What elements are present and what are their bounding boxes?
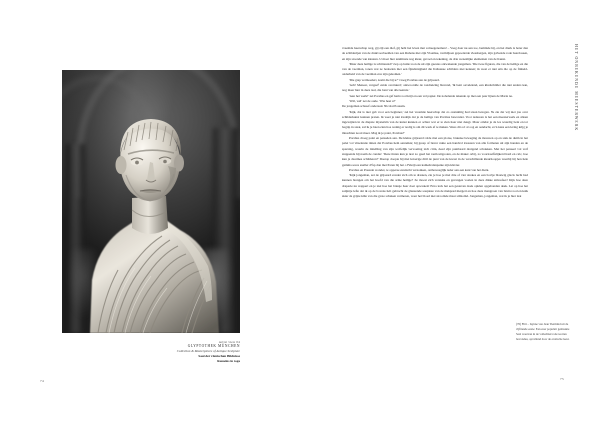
photograph-caption bbox=[62, 340, 240, 364]
body-paragraph: 'Aan het werk!' zei Porsbus en gaf hem rood krijt en een vel papier. De nobelende tekende op met een paar lijnen de Maria na. bbox=[349, 93, 513, 98]
body-paragraph: 'Die grap vermoedert, komt die bij u?' vroeg Porsbus aan de grijsaard. bbox=[349, 77, 440, 82]
body-paragraph: Porsbus en Poussin wonder, te opperse zendacht verzonken, ontbeweeglijk ieder aan een kant van het dierk. bbox=[349, 167, 490, 172]
body-paragraph: De jongeman schreef onderaan: Nicolai Poussin. bbox=[342, 104, 406, 109]
body-paragraph: 'Maar deze heilige is schitterend!' riep op luide toon de uit zijn geestes ontwakende jongeman. 'Die twee figuren, die van de heilige en die van de veerman, tonen wat ze bedoelen met een fijnzinnigheid die Italiaanse schilders niet kennen; ik weet er niet één die op de finheid-onderheid van de veerman zou zijn gekomen.' bbox=[342, 61, 528, 77]
caption-line-museum: GLYPTOTHEK MÜNCHEN bbox=[187, 344, 240, 349]
body-paragraph: 'Wél, wél' zei de oude. 'Wie heet u?' bbox=[349, 98, 396, 103]
roman-marble-bust-photograph bbox=[62, 70, 240, 333]
marble-bust-figure bbox=[62, 70, 240, 333]
margin-note: (76) Fitti – Isynne van Jean Tiermind uit de vijftiende eeuw. Een zeer populair gemaakte Saal waarvan in de volledinal rode teorien bevondeu, opvallend door de erotische leest. bbox=[516, 322, 570, 341]
running-head: HET ONBEKENDE MEESTERWERK bbox=[574, 44, 578, 132]
body-paragraph: 'Kijk jongeman, zei de grijsaard zonder zich om te draaien, zie je hoe je met drie of vier strekes en een bovije blauwig glacis lucht had kunnen brengen om het hoofd van die arme heilige? Ze moest zich verzuku en gevangen voelen in deze dikke atmosfeer! Kijk hoe deze draperie nu wappert en je ziet hoe het briesje haar doet opwaaien! Erna leck het een gesteven doek opklen opgebonden deek. Let op hoe het satijntje lefte dat ik op de bovens heb gebracht de glanzende soupleze van de meisjesd mergeri en hoe deze mengroen van bruin rood en kalk skier de grijze kilte van die grote schaken vermeren, waar het bloed niet stroomde maar stilnomd. Jongeman, jongeman, wat ik je hier laat bbox=[342, 173, 528, 199]
body-paragraph: 'Ach! Meneer, vergeef' zeide overtuurd,' antwoordde de rondreizing blevend, 'Ik bent oevelelend, een kludschilder die niet anders kan, nog maar hier in deze taal, die bent van alle kennis.' bbox=[342, 83, 528, 93]
caption-line-subject: Romeins in toga bbox=[217, 358, 240, 363]
right-page bbox=[300, 0, 600, 423]
body-paragraph: Porsbus droeg palet en penselen aan. De kleine grijsaard rolde met een plotse, bruuske beweging de mouwen op en stak de duim in het palet vol vitselende tinten dat Porsbus hem aanreikte; hij greep of liever rukte een handvol kwasten van alle formaten uit zijn handen en de sparsing, waarin de tintelling van zijn wolfelijk vervoeting zich citin, deed zijn puntbaard dreigend schokken. Met het penseel vol verf stuppende hij naam de cander: 'Deze tinten kun je nret zo geed het raam uitgooien, en de maker orbij, zo voortreeffelijkerd hard en calc, hoe kun je daarmee schilderen?' Daarop doopte hij met kaverige ditil de punt van de kwast in de verschillende kleurhoopjes waarbij hij hen hele gamma sores sneller d'fsp dan met Paren bij het o Féletji een kathedralenpanie zijn klavier. bbox=[342, 136, 528, 167]
body-text-column bbox=[342, 46, 528, 200]
caption-line-artist-view: Artist view 04 bbox=[218, 340, 240, 344]
page-number-right: 75 bbox=[560, 377, 564, 381]
page-number-left: 74 bbox=[40, 379, 44, 383]
body-paragraph: 'Kijk, dat is niet geb voor een beginner,' zei het vreemde heerschap dat zo onstuimig had staan betogen. 'Ik zie dat wij niet jou over schilderkunst kunnen praten. Ik weet je niet kwalijk dat je de heilige van Porsbus bewonder. Voor iedereen is het een meesterwerk en alleen ingewijden in de diepste mysteriën van de kunst kunnen er achter wat er te zien haar niet deugt. Maar omdat je de les waardig bent en tot begrip in staat, zal ik je laten zien hoe weinig er nodig is om dit werk af te maken. Wees dit oct al oog en aandacht, zo'n kans een lering krijg je misschien nooit meer. Mag ik je palet, Porsbus?' bbox=[342, 109, 528, 135]
body-paragraph: vreemde heerschap weg, gij zijt een dief, gij hebt het leven met u meegenomen! – Voeg daar nu aan toe, beminde hij, en het dierk is beter dan de schilderijen van de drukvoorbeelden van een Rubens met zijn Vlaamse, vermiljoen gepoederde vleesbergen, zijn galvende rode baardossen, en zijn stoonde van kleuren. U moet hier tenminste nog kleur, gevoel en tekening, de drie wezenlijke elementen van de Kunst. bbox=[342, 46, 528, 61]
caption-line-collection: Collection & Masterpieces of Antique Sculpture bbox=[176, 349, 240, 354]
caption-line-room: Saal der römischen Bildnisse bbox=[198, 354, 240, 359]
